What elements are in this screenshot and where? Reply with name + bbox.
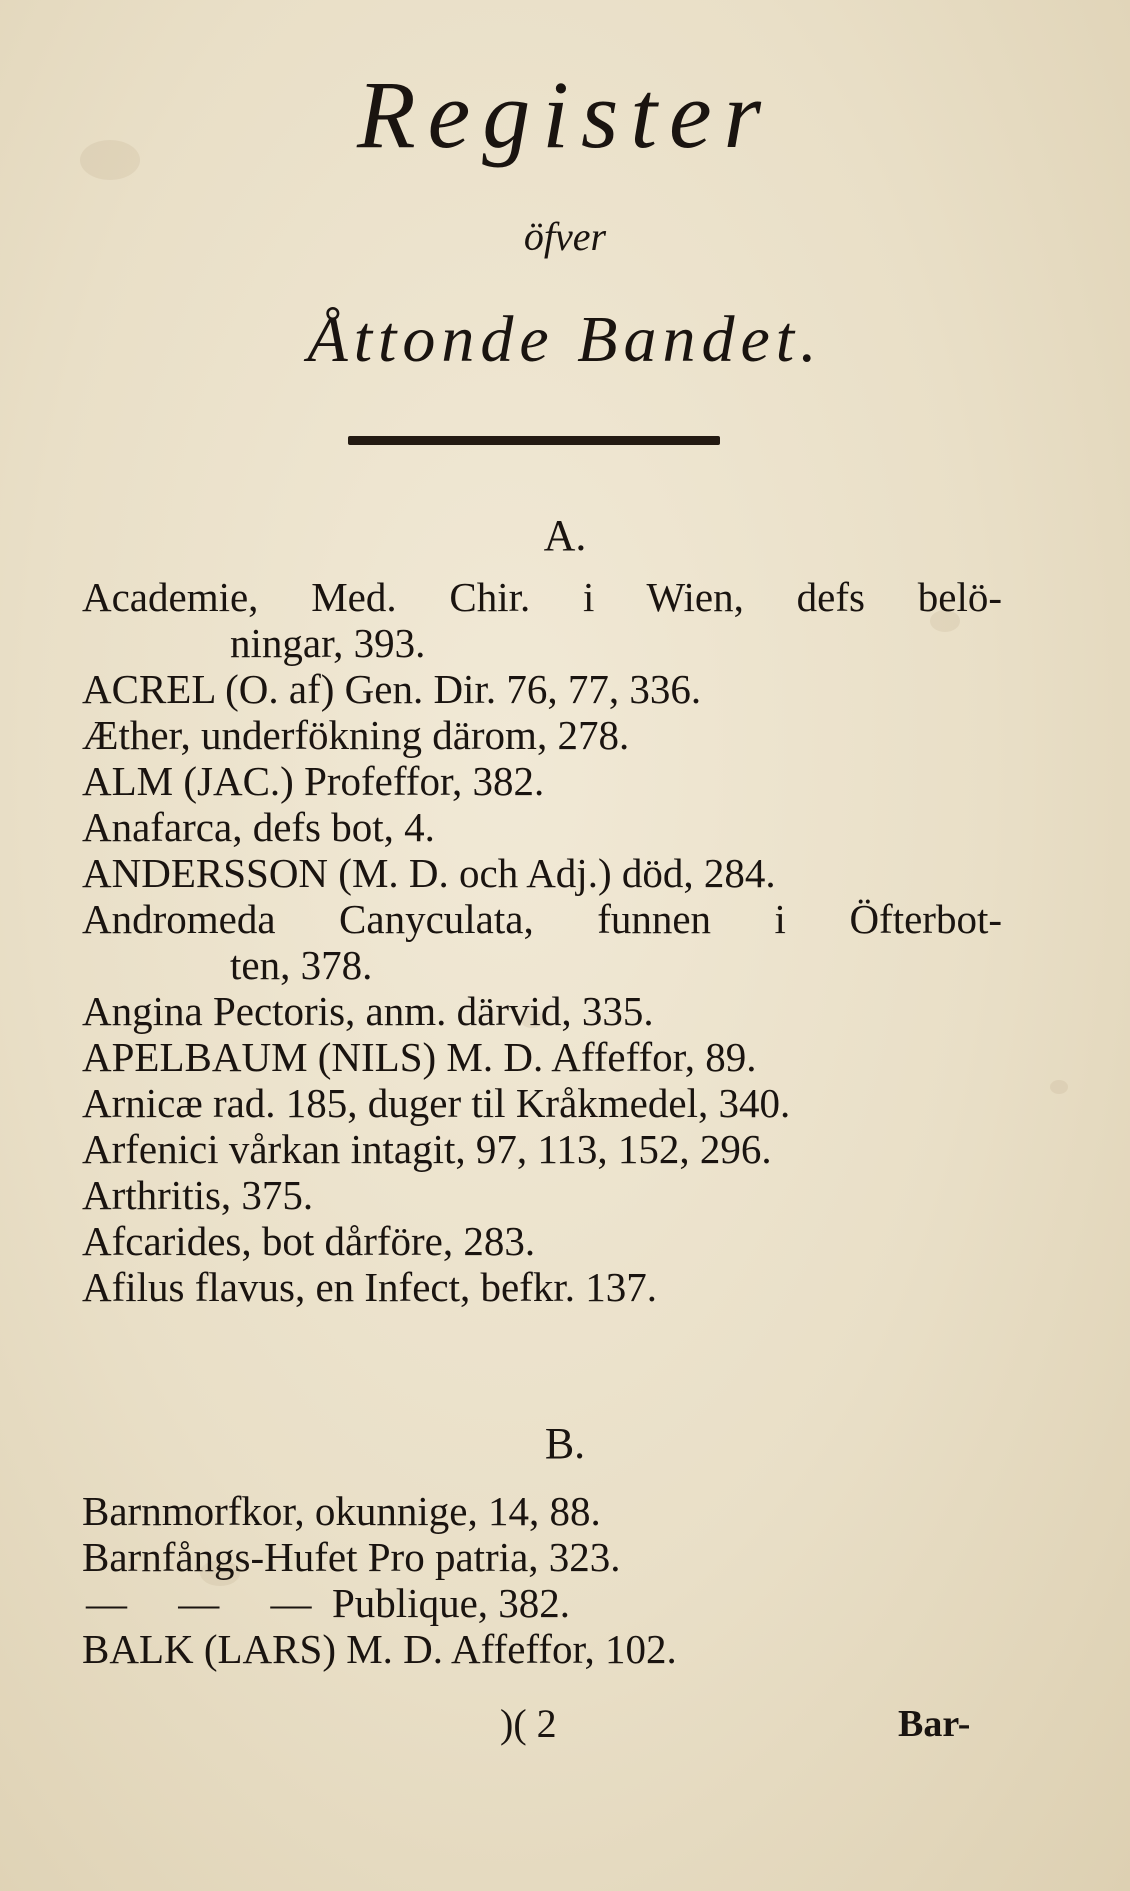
index-entry: Afilus flavus, en Infect, befkr. 137. (82, 1264, 657, 1310)
page-title: Register (357, 61, 773, 168)
index-entry-continuation: ten, 378. (230, 942, 373, 988)
signature-mark: )( 2 (500, 1701, 557, 1746)
index-entry: Anafarca, defs bot, 4. (82, 804, 435, 850)
page-subtitle: öfver (523, 214, 607, 259)
index-entry: APELBAUM (NILS) M. D. Affeffor, 89. (82, 1034, 757, 1080)
index-section-a (82, 574, 1002, 1310)
index-entry-continuation: ningar, 393. (230, 620, 426, 666)
index-entry: Angina Pectoris, anm. därvid, 335. (82, 988, 654, 1034)
index-entry: Barnfångs-Hufet Pro patria, 323. (82, 1534, 621, 1580)
index-entry: Arnicæ rad. 185, duger til Kråkmedel, 340. (82, 1080, 791, 1126)
paper-stain (1050, 1080, 1068, 1094)
index-entry: Andromeda Canyculata, funnen i Öfterbot- (82, 896, 1002, 942)
catchword: Bar- (898, 1703, 971, 1745)
index-entry: Barnmorfkor, okunnige, 14, 88. (82, 1488, 601, 1534)
section-heading-a: A. (543, 511, 587, 560)
index-entry: — — — Publique, 382. (86, 1580, 571, 1626)
index-section-b (82, 1488, 1002, 1672)
index-entry: Afcarides, bot dårföre, 283. (82, 1218, 536, 1264)
index-entry: Arthritis, 375. (82, 1172, 314, 1218)
volume-title: Åttonde Bandet. (307, 303, 823, 376)
section-heading-b: B. (544, 1419, 586, 1468)
index-entry: ACREL (O. af) Gen. Dir. 76, 77, 336. (82, 666, 702, 712)
index-entry: ANDERSSON (M. D. och Adj.) död, 284. (82, 850, 776, 896)
index-entry: Æther, underfökning därom, 278. (82, 712, 630, 758)
index-entry: Academie, Med. Chir. i Wien, defs belö- (82, 574, 1002, 620)
index-entry: Arfenici vårkan intagit, 97, 113, 152, 296. (82, 1126, 772, 1172)
index-entry: ALM (JAC.) Profeffor, 382. (82, 758, 545, 804)
index-entry: BALK (LARS) M. D. Affeffor, 102. (82, 1626, 677, 1672)
ornamental-rule (348, 436, 720, 445)
